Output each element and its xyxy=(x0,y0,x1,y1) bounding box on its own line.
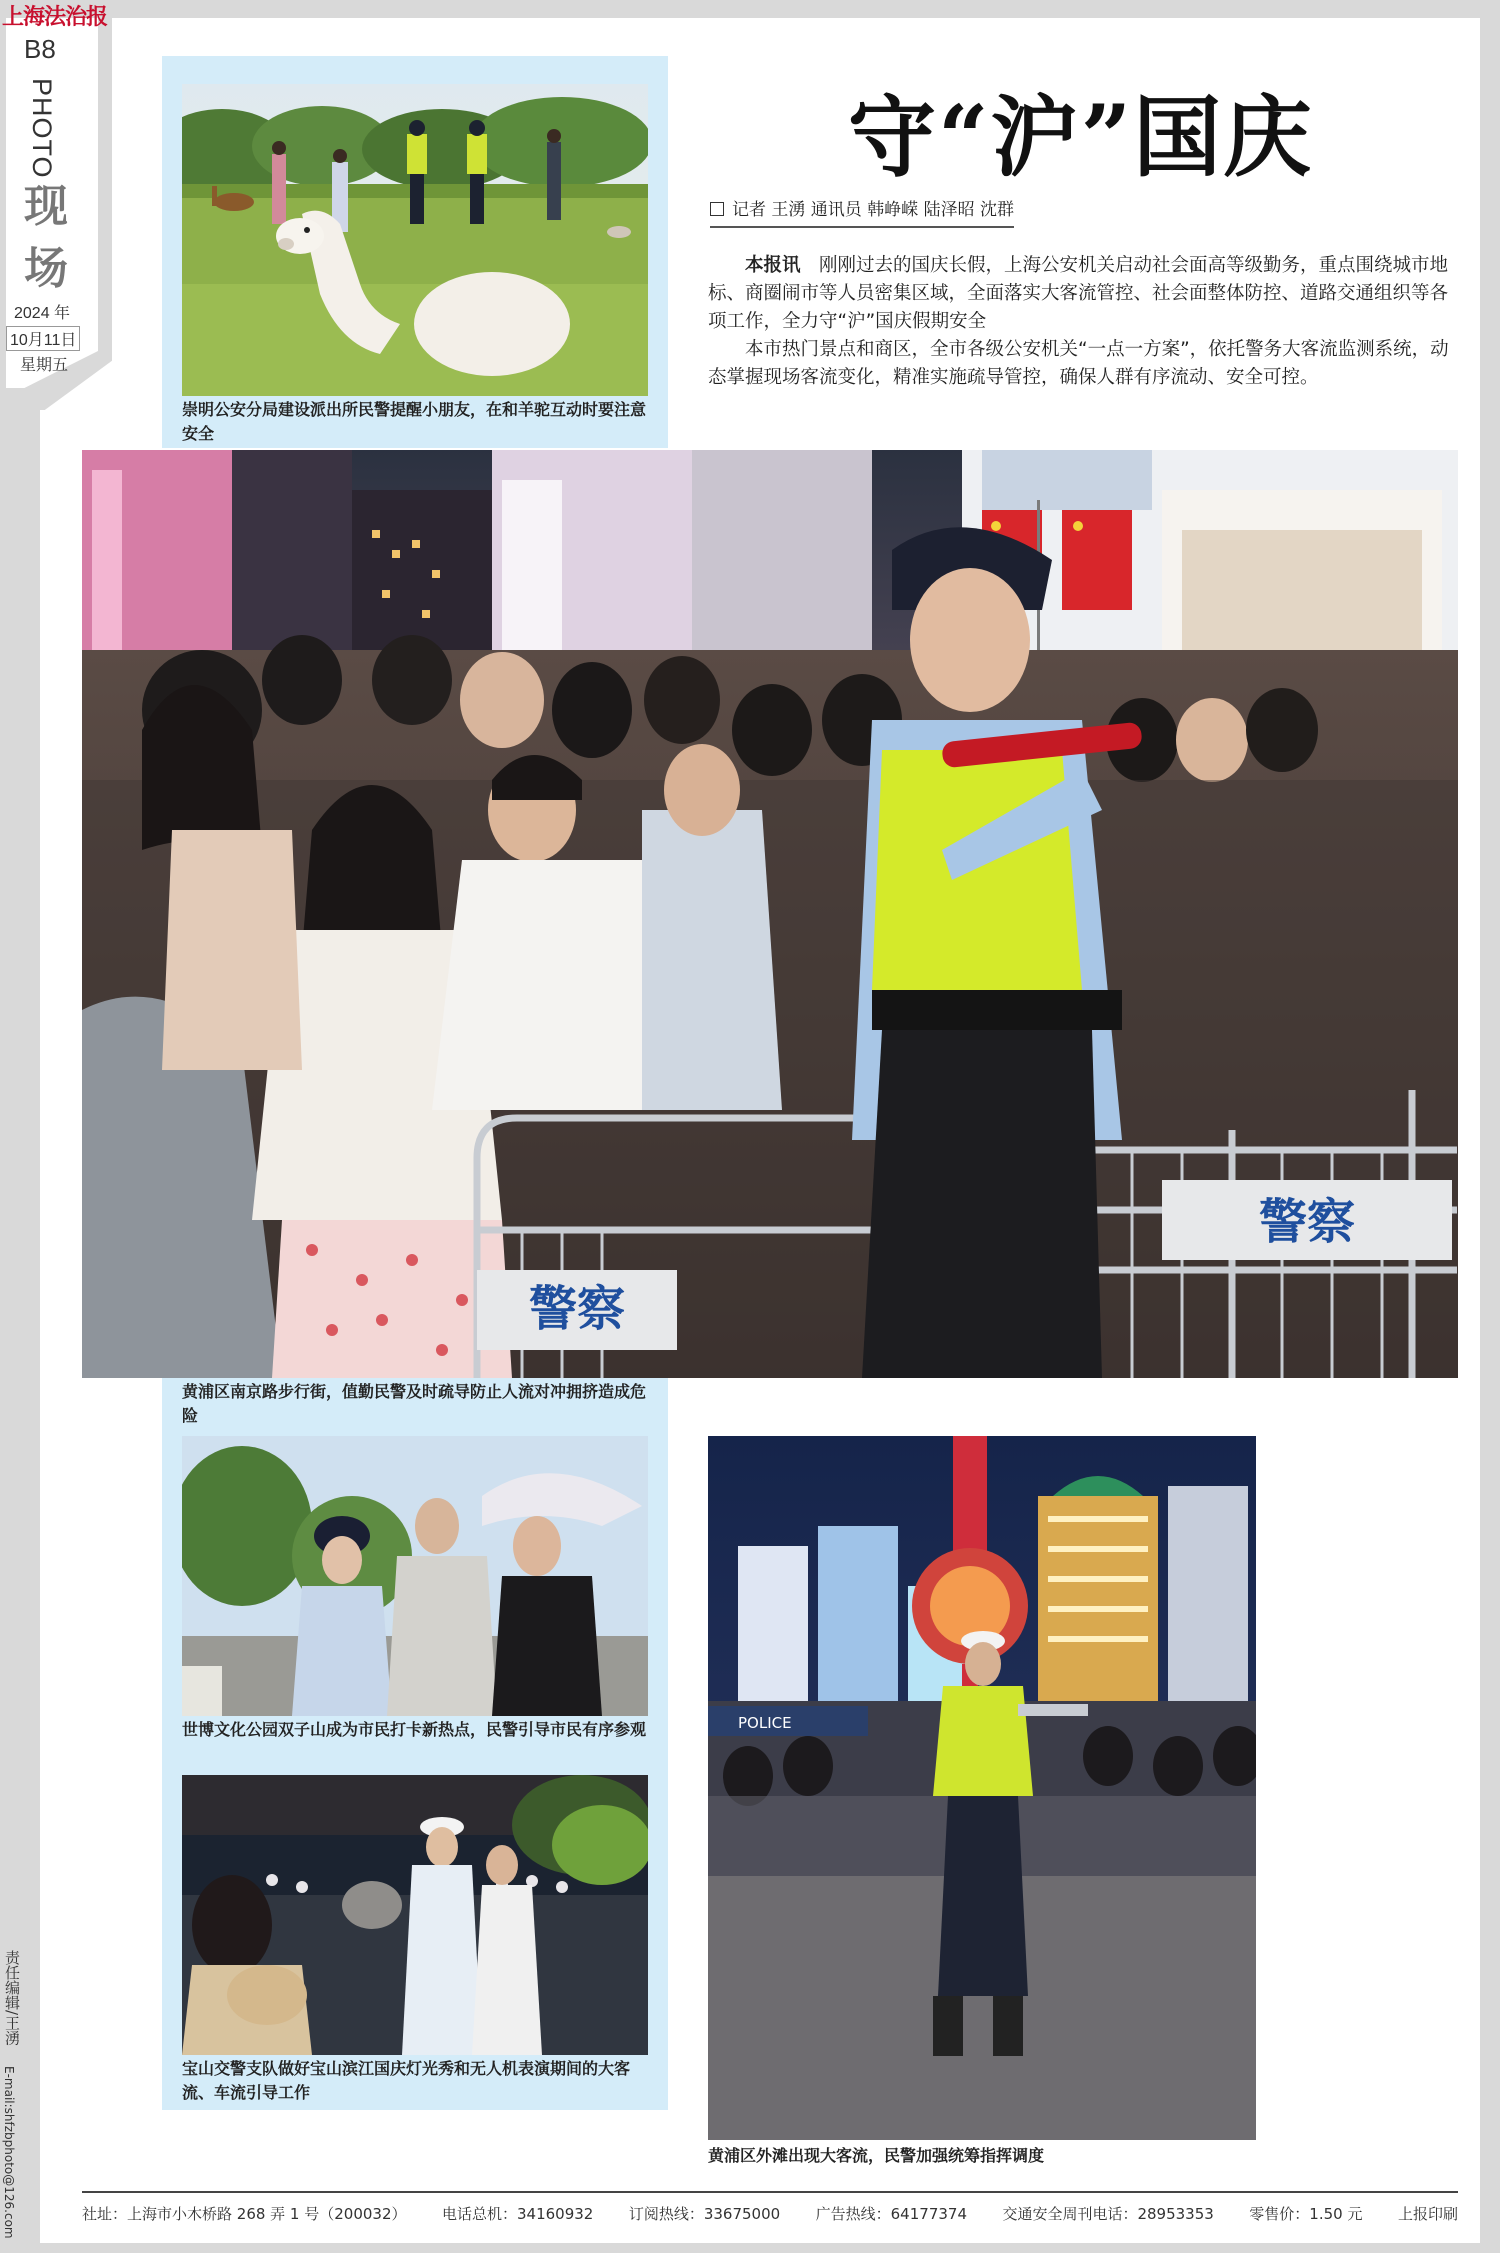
bund-caption: 黄浦区外滩出现大客流，民警加强统筹指挥调度 xyxy=(708,2146,1045,2165)
footer-traffic: 交通安全周刊电话：28953353 xyxy=(1002,2205,1214,2223)
main-barrier-text-left: 警察 xyxy=(528,1281,626,1337)
main-photo xyxy=(82,450,1458,1378)
article-body xyxy=(708,252,1460,392)
article-paragraph-1-text: 刚刚过去的国庆长假，上海公安机关启动社会面高等级勤务，重点围绕城市地标、商圈闹市等人员密集区域，全面落实大客流管控、社会面整体防控、道路交通组织等各项工作，全力守“沪”国庆假期安全 xyxy=(708,255,1449,332)
bund-police-label: POLICE xyxy=(738,1714,792,1732)
article-lead-tag: 本报讯 xyxy=(745,255,801,276)
footer-ads: 广告热线：64177374 xyxy=(815,2205,967,2223)
baoshan-photo xyxy=(182,1775,648,2055)
editor-credit: 责任编辑/王湧 xyxy=(3,1950,21,2046)
section-title xyxy=(18,176,74,300)
byline xyxy=(710,195,1014,228)
bund-photo xyxy=(708,1436,1256,2140)
main-officer-vest xyxy=(872,750,1082,990)
main-barrier-text-right: 警察 xyxy=(1258,1194,1356,1250)
newspaper-logo: 上海法治报 xyxy=(2,4,108,30)
footer xyxy=(82,2191,1458,2224)
footer-price: 零售价：1.50 元 xyxy=(1249,2205,1363,2223)
date-month-day: 10月11日 xyxy=(6,326,80,351)
byline-box-icon xyxy=(710,202,724,216)
byline-text: 记者 王湧 通讯员 韩峥嵘 陆泽昭 沈群 xyxy=(732,200,1015,220)
article-paragraph-2: 本市热门景点和商区，全市各级公安机关“一点一方案”，依托警务大客流监测系统，动态掌握现场客流变化，精准实施疏导管控，确保人群有序流动、安全可控。 xyxy=(708,339,1449,388)
bund-officer-vest xyxy=(933,1686,1033,1796)
date-year: 2024 年 xyxy=(14,305,71,322)
page-number: B8 xyxy=(24,34,56,64)
footer-subscribe: 订阅热线：33675000 xyxy=(628,2205,781,2223)
date-weekday: 星期五 xyxy=(20,357,69,374)
alpaca-photo xyxy=(182,84,648,396)
article-paragraph-1 xyxy=(708,252,1460,336)
expo-park-caption: 世博文化公园双子山成为市民打卡新热点，民警引导市民有序参观 xyxy=(182,1720,647,1739)
footer-address: 社址：上海市小木桥路 268 弄 1 号（200032） xyxy=(82,2205,407,2223)
baoshan-caption: 宝山交警支队做好宝山滨江国庆灯光秀和无人机表演期间的大客流、车流引导工作 xyxy=(182,2059,631,2102)
alpaca-caption: 崇明公安分局建设派出所民警提醒小朋友，在和羊驼互动时要注意安全 xyxy=(182,400,647,443)
footer-phone: 电话总机：34160932 xyxy=(441,2205,594,2223)
section-title-char-1: 现 xyxy=(24,181,68,232)
headline: 守“沪”国庆 xyxy=(848,85,1314,189)
expo-park-photo xyxy=(182,1436,648,1716)
section-title-char-2: 场 xyxy=(24,243,68,294)
footer-printer: 上报印刷 xyxy=(1397,2205,1458,2223)
section-en: PHOTO xyxy=(27,78,57,179)
editor-email: E-mail:shfzbphoto@126.com xyxy=(2,2066,16,2239)
main-caption: 黄浦区南京路步行街，值勤民警及时疏导防止人流对冲拥挤造成危险 xyxy=(182,1382,647,1425)
